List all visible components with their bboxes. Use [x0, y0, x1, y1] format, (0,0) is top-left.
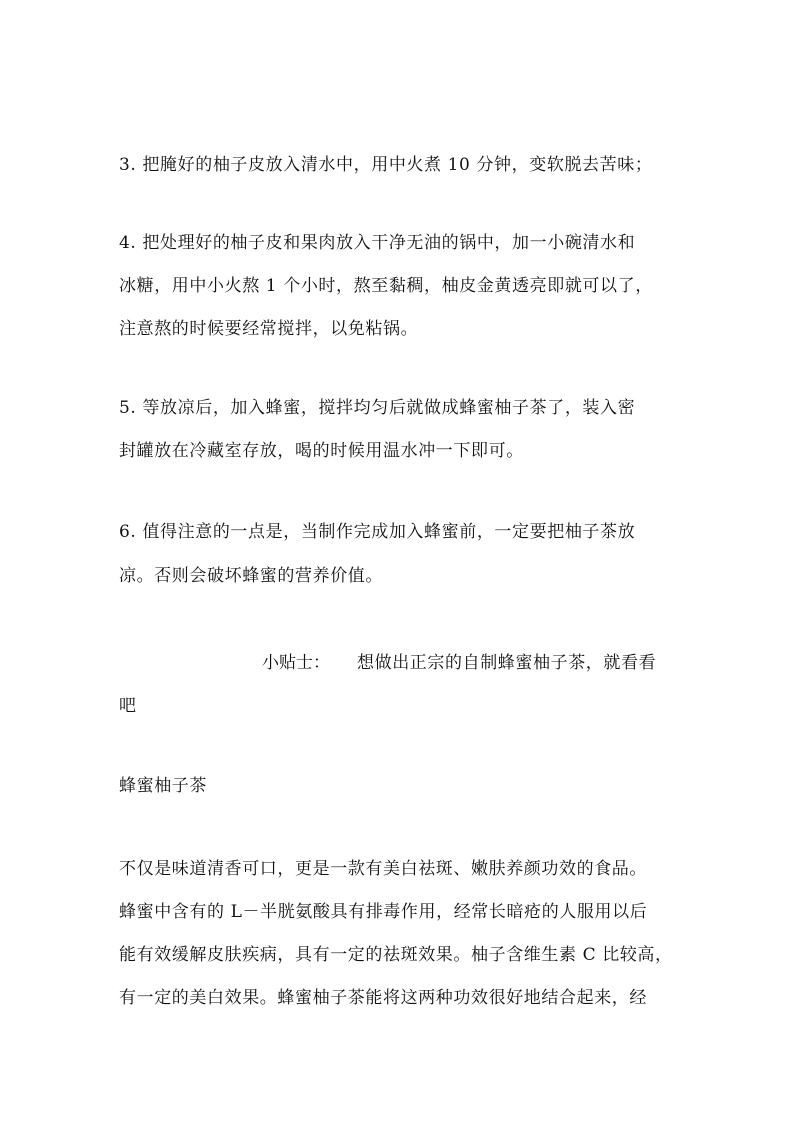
- step-4-line-2: 冰糖，用中小火熬 1 个小时，熬至黏稠，柚皮金黄透亮即就可以了，: [119, 276, 653, 296]
- step-4-line-1: 4. 把处理好的柚子皮和果肉放入干净无油的锅中，加一小碗清水和: [119, 233, 636, 253]
- step-4-line-3: 注意熬的时候要经常搅拌，以免粘锅。: [119, 319, 419, 339]
- tip-text: 想做出正宗的自制蜂蜜柚子茶，就看看: [357, 653, 657, 673]
- step-6-line-2: 凉。否则会破坏蜂蜜的营养价值。: [119, 566, 383, 586]
- section-paragraph-line: 有一定的美白效果。蜂蜜柚子茶能将这两种功效很好地结合起来，经: [119, 988, 647, 1008]
- section-heading: 蜂蜜柚子茶: [119, 776, 207, 796]
- step-5-line-2: 封罐放在冷藏室存放，喝的时候用温水冲一下即可。: [119, 441, 524, 461]
- step-5-line-1: 5. 等放凉后，加入蜂蜜，搅拌均匀后就做成蜂蜜柚子茶了，装入密: [119, 398, 636, 418]
- step-6-line-1: 6. 值得注意的一点是，当制作完成加入蜂蜜前，一定要把柚子茶放: [119, 522, 636, 542]
- tip-continuation: 吧: [119, 696, 137, 716]
- section-paragraph-line: 蜂蜜中含有的 L－半胱氨酸具有排毒作用，经常长暗疮的人服用以后: [119, 902, 648, 922]
- step-3-line-1: 3. 把腌好的柚子皮放入清水中，用中火煮 10 分钟，变软脱去苦味；: [119, 155, 653, 175]
- section-paragraph-line: 能有效缓解皮肤疾病，具有一定的祛斑效果。柚子含维生素 C 比较高，: [119, 945, 673, 965]
- tip-label: 小贴士：: [262, 653, 330, 673]
- section-paragraph-line: 不仅是味道清香可口，更是一款有美白祛斑、嫩肤养颜功效的食品。: [119, 859, 647, 879]
